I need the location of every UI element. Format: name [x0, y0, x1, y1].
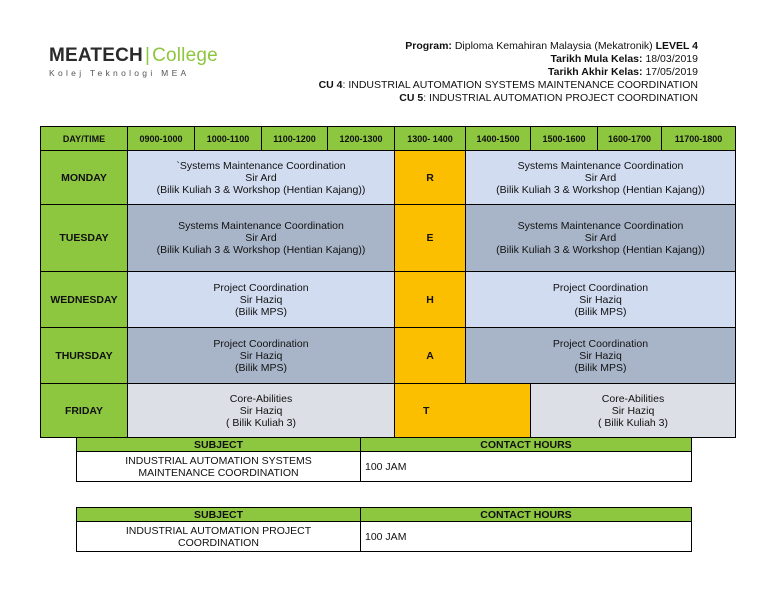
contact-hours-header: CONTACT HOURS: [361, 508, 692, 522]
cu4-value: : INDUSTRIAL AUTOMATION SYSTEMS MAINTENANCE COORDINATION: [342, 79, 698, 91]
end-date-value: 17/05/2019: [645, 66, 698, 78]
class-lecturer: Sir Haziq: [579, 293, 622, 306]
logo-separator: |: [144, 45, 151, 66]
timetable-header-row: [41, 127, 736, 151]
class-room: (Bilik MPS): [574, 305, 627, 318]
thursday-morning-class: [128, 328, 395, 384]
subject-name: [77, 452, 361, 482]
class-subject: Core-Abilities: [601, 392, 665, 405]
day-thursday: THURSDAY: [41, 328, 128, 384]
college-logo: [49, 45, 219, 89]
class-subject: Project Coordination: [552, 337, 649, 350]
class-room: ( Bilik Kuliah 3): [225, 416, 297, 429]
class-room: (Bilik Kuliah 3 & Workshop (Hentian Kajang)): [496, 244, 705, 256]
class-room: (Bilik MPS): [235, 361, 287, 374]
tuesday-morning-class: [128, 205, 395, 272]
subject-name-line2: MAINTENANCE COORDINATION: [138, 466, 299, 479]
cu5-label: CU 5: [399, 92, 424, 104]
class-room: (Bilik Kuliah 3 & Workshop (Hentian Kajang)): [156, 244, 366, 256]
class-subject: Project Coordination: [552, 281, 649, 294]
start-date-label: Tarikh Mula Kelas:: [550, 53, 643, 65]
contact-hours-value: 100 JAM: [361, 522, 692, 552]
tuesday-afternoon-class: [466, 205, 736, 272]
end-date-label: Tarikh Akhir Kelas:: [547, 66, 643, 78]
cu4-line: [258, 79, 698, 92]
class-room: (Bilik MPS): [574, 361, 627, 374]
subject-name-line1: INDUSTRIAL AUTOMATION SYSTEMS: [125, 454, 312, 467]
program-value: Diploma Kemahiran Malaysia (Mekatronik): [454, 40, 653, 52]
class-subject: Systems Maintenance Coordination: [517, 220, 684, 232]
class-lecturer: Sir Ard: [245, 171, 277, 184]
header-slot-1700: 11700-1800: [662, 127, 736, 151]
class-lecturer: Sir Haziq: [239, 404, 283, 417]
class-subject: Project Coordination: [213, 281, 309, 294]
header-slot-1500: 1500-1600: [531, 127, 598, 151]
logo-meatech-text: MEATECH: [49, 45, 143, 66]
logo-college-text: College: [152, 45, 218, 66]
rehat-letter-t: T: [395, 384, 531, 438]
class-lecturer: Sir Ard: [584, 232, 617, 244]
class-lecturer: Sir Haziq: [611, 404, 655, 417]
class-subject: `Systems Maintenance Coordination: [176, 159, 346, 172]
row-tuesday: [41, 205, 736, 272]
subject-header: SUBJECT: [77, 508, 361, 522]
monday-afternoon-class: [466, 151, 736, 205]
class-lecturer: Sir Haziq: [239, 293, 283, 306]
class-lecturer: Sir Haziq: [579, 349, 622, 362]
friday-morning-class: [128, 384, 395, 438]
subject-table-1: [76, 437, 691, 482]
subject-header: SUBJECT: [77, 438, 361, 452]
program-label: Program:: [405, 40, 452, 52]
header-slot-1600: 1600-1700: [598, 127, 662, 151]
row-monday: [41, 151, 736, 205]
wednesday-morning-class: [128, 272, 395, 328]
timetable: [40, 126, 735, 438]
header-slot-1000: 1000-1100: [195, 127, 262, 151]
contact-hours-header: CONTACT HOURS: [361, 438, 692, 452]
header-slot-1400: 1400-1500: [466, 127, 531, 151]
header-slot-1100: 1100-1200: [262, 127, 328, 151]
start-date-value: 18/03/2019: [645, 53, 698, 65]
wednesday-afternoon-class: [466, 272, 736, 328]
row-wednesday: [41, 272, 736, 328]
class-subject: Systems Maintenance Coordination: [517, 159, 684, 172]
class-lecturer: Sir Haziq: [239, 349, 283, 362]
header-slot-0900: 0900-1000: [128, 127, 195, 151]
class-room: (Bilik MPS): [235, 305, 287, 318]
day-friday: FRIDAY: [41, 384, 128, 438]
start-date-line: [258, 53, 698, 66]
rehat-letter-e: E: [395, 205, 466, 272]
class-subject: Project Coordination: [213, 337, 309, 350]
header-day-time: DAY/TIME: [41, 127, 128, 151]
day-wednesday: WEDNESDAY: [41, 272, 128, 328]
cu5-value: : INDUSTRIAL AUTOMATION PROJECT COORDINATION: [423, 92, 698, 104]
program-header: [258, 40, 698, 105]
cu5-line: [258, 92, 698, 105]
row-friday: [41, 384, 736, 438]
subject-name: [77, 522, 361, 552]
friday-afternoon-class: [531, 384, 736, 438]
row-thursday: [41, 328, 736, 384]
end-date-line: [258, 66, 698, 79]
contact-hours-value: 100 JAM: [361, 452, 692, 482]
header-slot-1300: 1300- 1400: [395, 127, 466, 151]
class-subject: Core-Abilities: [229, 392, 293, 405]
logo-subtitle: Kolej Teknologi MEA: [49, 68, 190, 78]
rehat-letter-a: A: [395, 328, 466, 384]
thursday-afternoon-class: [466, 328, 736, 384]
class-room: (Bilik Kuliah 3 & Workshop (Hentian Kajang)): [156, 183, 366, 196]
rehat-letter-r: R: [395, 151, 466, 205]
program-level: LEVEL 4: [655, 40, 698, 52]
header-slot-1200: 1200-1300: [328, 127, 395, 151]
subject-name-line1: INDUSTRIAL AUTOMATION PROJECT: [125, 524, 312, 537]
class-subject: Systems Maintenance Coordination: [178, 220, 344, 232]
logo-wordmark: [49, 45, 219, 67]
subject-table-2: [76, 507, 691, 552]
class-lecturer: Sir Ard: [584, 171, 617, 184]
day-tuesday: TUESDAY: [41, 205, 128, 272]
class-room: (Bilik Kuliah 3 & Workshop (Hentian Kajang)): [496, 183, 705, 196]
day-monday: MONDAY: [41, 151, 128, 205]
class-room: ( Bilik Kuliah 3): [597, 416, 669, 429]
subject-name-line2: COORDINATION: [178, 536, 259, 549]
monday-morning-class: [128, 151, 395, 205]
class-lecturer: Sir Ard: [245, 232, 277, 244]
cu4-label: CU 4: [318, 79, 343, 91]
program-line: [258, 40, 698, 53]
rehat-letter-h: H: [395, 272, 466, 328]
